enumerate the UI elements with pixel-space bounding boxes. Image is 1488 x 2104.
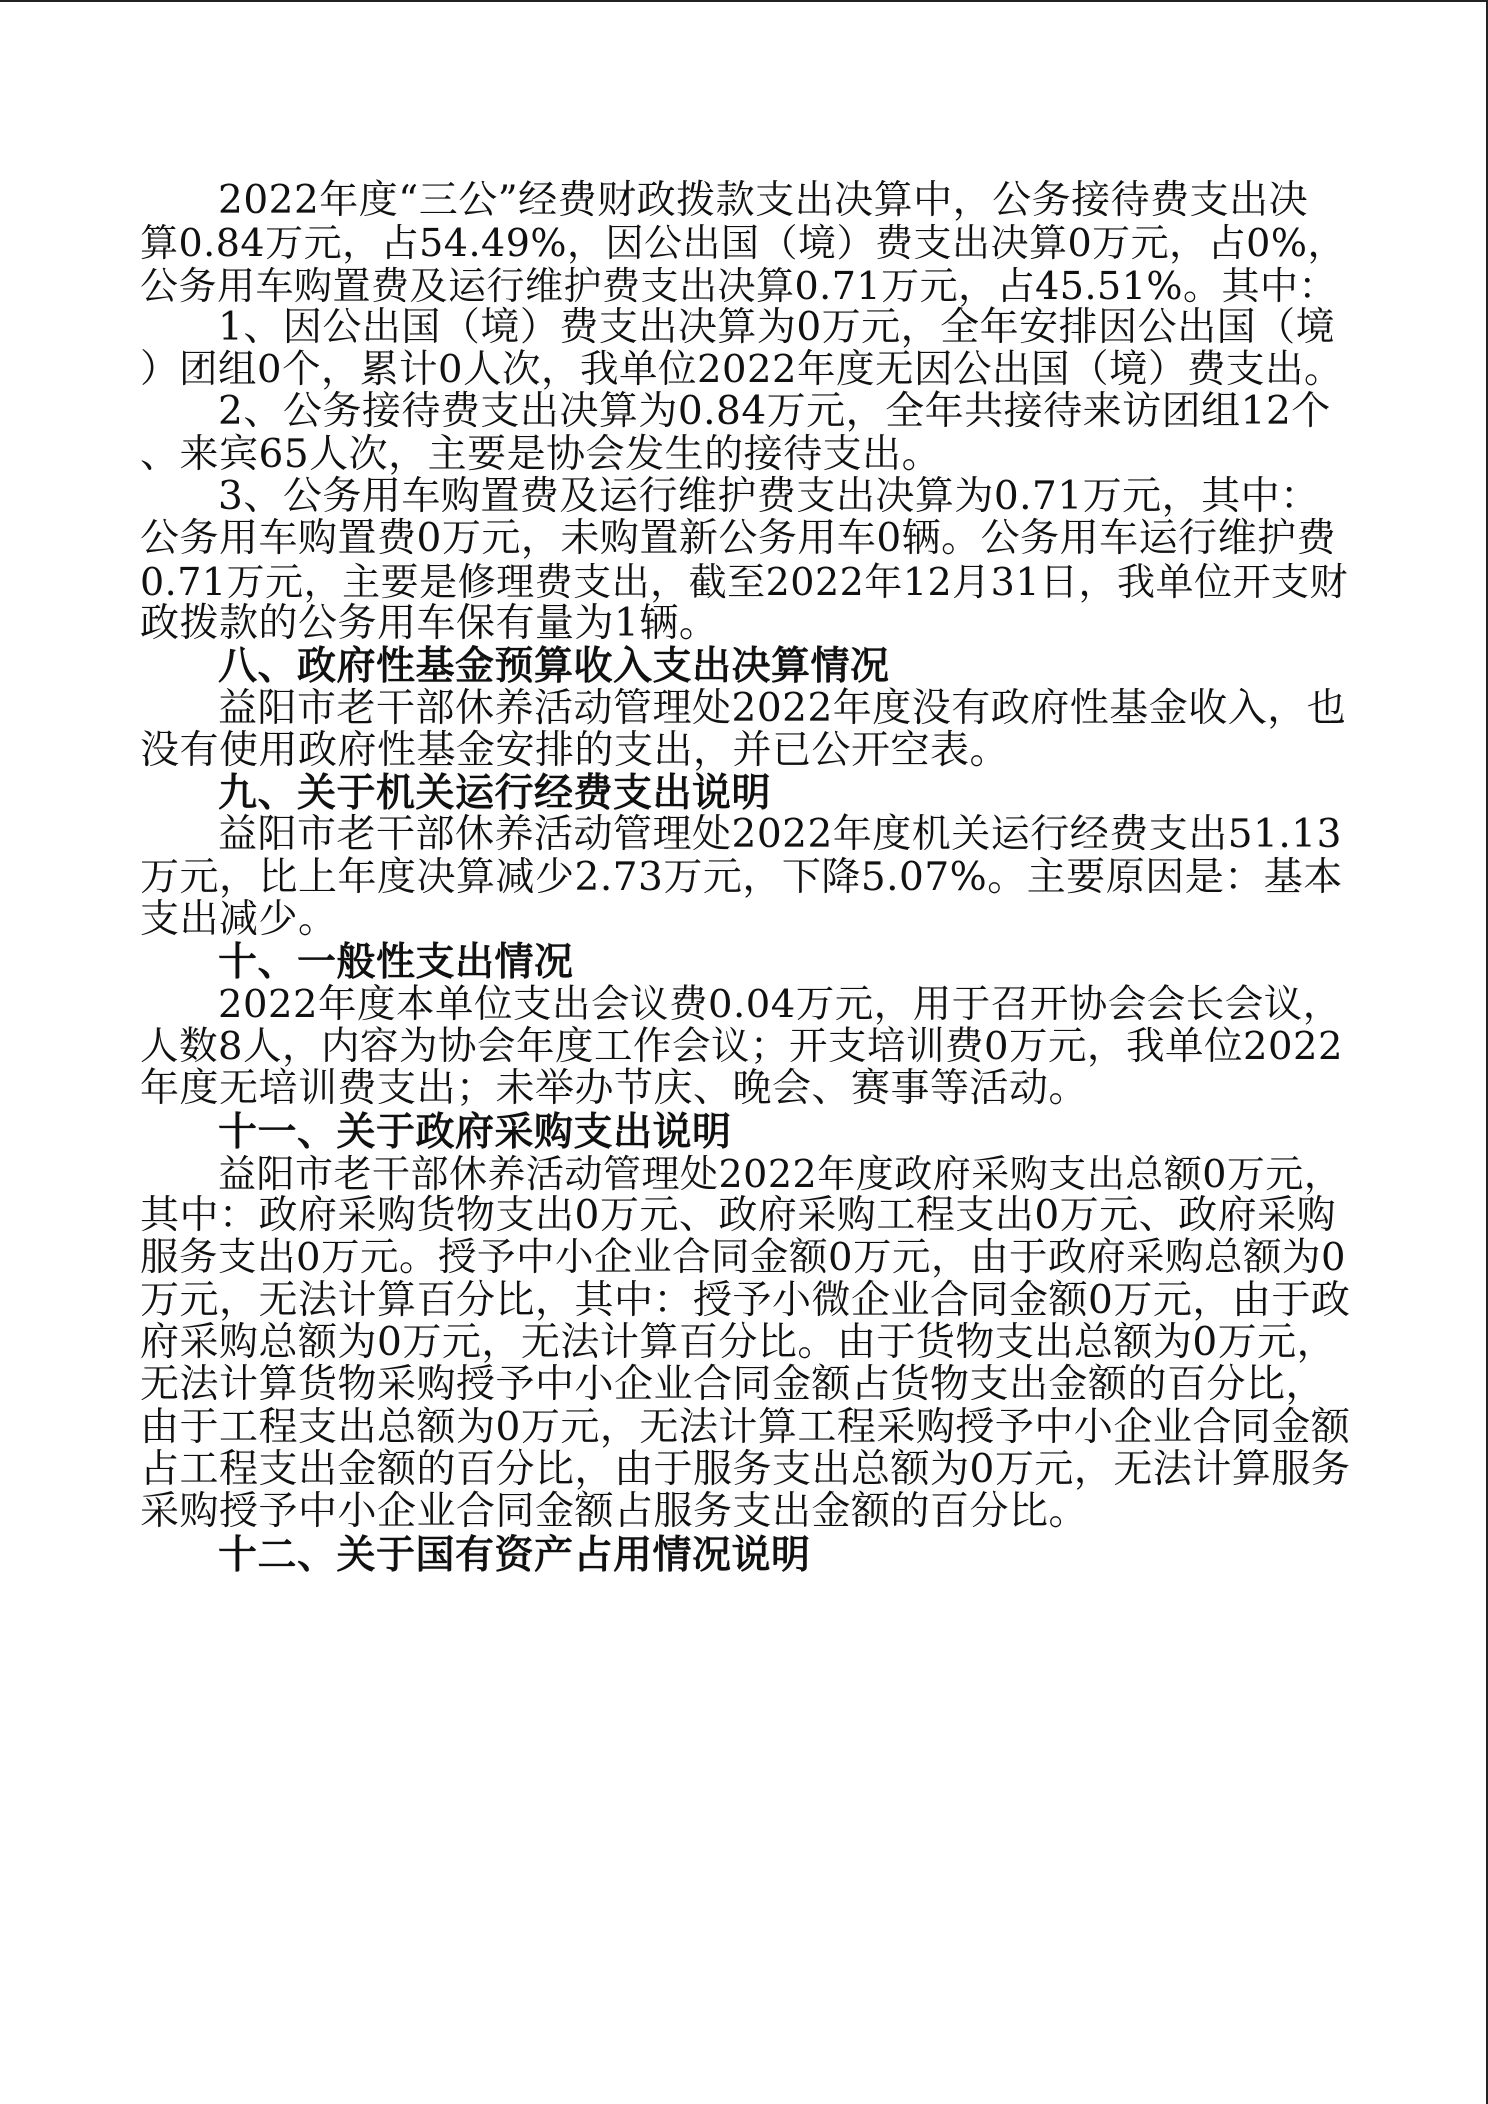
text-line: 人数8人，内容为协会年度工作会议；开支培训费0万元，我单位2022 [140, 1023, 1343, 1069]
text-line: 万元，无法计算百分比，其中：授予小微企业合同金额0万元，由于政 [140, 1277, 1351, 1323]
text-line: 服务支出0万元。授予中小企业合同金额0万元，由于政府采购总额为0 [140, 1235, 1346, 1281]
section-heading: 九、关于机关运行经费支出说明 [218, 770, 772, 817]
text-line: 0.71万元，主要是修理费支出，截至2022年12月31日，我单位开支财 [140, 559, 1349, 604]
section-heading: 十二、关于国有资产占用情况说明 [218, 1531, 811, 1578]
text-line: 公务用车购置费0万元，未购置新公务用车0辆。公务用车运行维护费 [140, 516, 1337, 562]
section-heading: 十、一般性支出情况 [218, 939, 574, 986]
text-line: 1、因公出国（境）费支出决算为0万元，全年安排因公出国（境 [218, 304, 1336, 350]
text-line: 、来宾65人次，主要是协会发生的接待支出。 [140, 431, 942, 477]
text-line: ）团组0个，累计0人次，我单位2022年度无因公出国（境）费支出。 [140, 347, 1343, 393]
text-line: 2、公务接待费支出决算为0.84万元，全年共接待来访团组12个 [218, 389, 1331, 435]
text-line: 益阳市老干部休养活动管理处2022年度机关运行经费支出51.13 [218, 812, 1342, 858]
text-line: 府采购总额为0万元，无法计算百分比。由于货物支出总额为0万元， [140, 1320, 1337, 1366]
text-line: 其中：政府采购货物支出0万元、政府采购工程支出0万元、政府采购 [140, 1193, 1337, 1239]
section-heading: 十一、关于政府采购支出说明 [218, 1108, 732, 1155]
text-line: 占工程支出金额的百分比，由于服务支出总额为0万元，无法计算服务 [140, 1446, 1351, 1492]
document-body [140, 180, 1350, 1576]
text-line: 公务用车购置费及运行维护费支出决算0.71万元，占45.51%。其中： [140, 263, 1338, 308]
text-line: 采购授予中小企业合同金额占服务支出金额的百分比。 [140, 1489, 1089, 1535]
text-line: 支出减少。 [140, 897, 338, 943]
text-line: 益阳市老干部休养活动管理处2022年度没有政府性基金收入，也 [218, 685, 1347, 731]
text-line: 算0.84万元，占54.49%，因公出国（境）费支出决算0万元，占0%， [140, 221, 1346, 266]
section-heading: 八、政府性基金预算收入支出决算情况 [218, 643, 890, 690]
text-line: 2022年度本单位支出会议费0.04万元，用于召开协会会长会议， [218, 981, 1342, 1027]
text-line: 3、公务用车购置费及运行维护费支出决算为0.71万元，其中： [218, 474, 1320, 520]
text-line: 万元，比上年度决算减少2.73万元，下降5.07%。主要原因是：基本 [140, 854, 1343, 900]
text-line: 无法计算货物采购授予中小企业合同金额占货物支出金额的百分比， [140, 1362, 1326, 1408]
text-line: 2022年度“三公”经费财政拨款支出决算中，公务接待费支出决 [218, 178, 1309, 223]
text-line: 益阳市老干部休养活动管理处2022年度政府采购支出总额0万元， [218, 1151, 1343, 1196]
text-line: 政拨款的公务用车保有量为1辆。 [140, 600, 719, 646]
text-line: 由于工程支出总额为0万元，无法计算工程采购授予中小企业合同金额 [140, 1404, 1351, 1450]
text-line: 年度无培训费支出；未举办节庆、晚会、赛事等活动。 [140, 1066, 1089, 1112]
text-line: 没有使用政府性基金安排的支出，并已公开空表。 [140, 727, 1010, 773]
